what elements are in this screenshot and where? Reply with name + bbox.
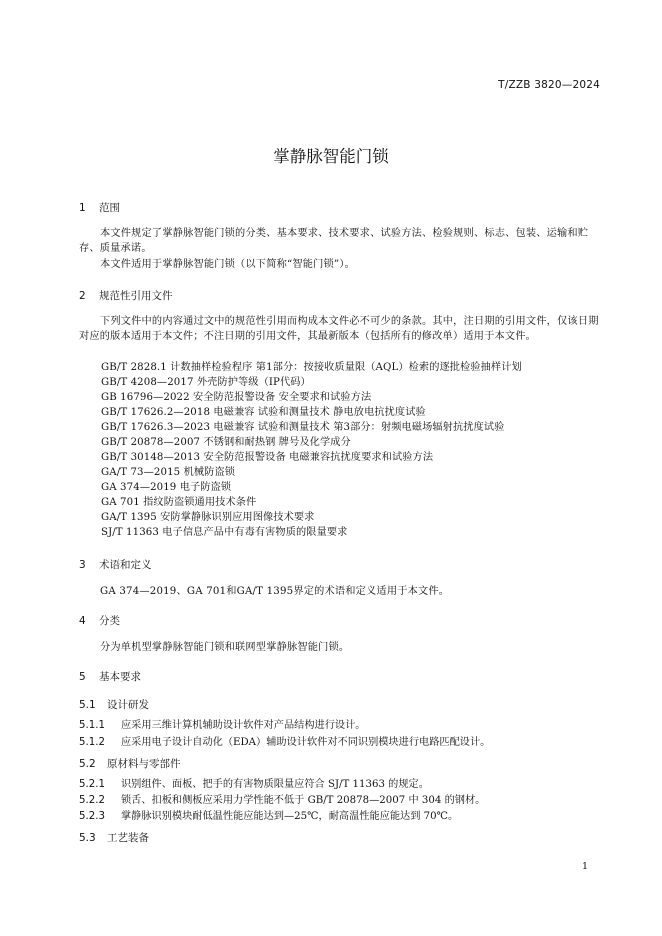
subsection-number: 5.1	[79, 699, 96, 711]
reference-item: GA 374—2019 电子防盗锁	[101, 482, 232, 493]
section-5-heading	[79, 669, 141, 684]
clause-5-2-1	[79, 777, 429, 792]
clause-text: 锁舌、扣板和侧板应采用力学性能不低于 GB/T 20878—2007 中 304 的钢材。	[121, 795, 486, 806]
section-number: 1	[79, 202, 86, 214]
scope-paragraph-2: 本文件适用于掌静脉智能门锁（以下简称“智能门锁”）。	[100, 259, 356, 270]
clause-text: 应采用三维计算机辅助设计软件对产品结构进行设计。	[121, 720, 366, 731]
clause-text: 识别组件、面板、把手的有害物质限量应符合 SJ/T 11363 的规定。	[121, 779, 429, 790]
normative-references-intro: 下列文件中的内容通过文中的规范性引用而构成本文件必不可少的条款。其中，注日期的引用文件，仅该日期对应的版本适用于本文件；不注日期的引用文件，其最新版本（包括所有的修改单）适用于本文件。	[79, 316, 599, 342]
terms-definitions-text: GA 374—2019、GA 701和GA/T 1395界定的术语和定义适用于本文件。	[100, 586, 450, 597]
subsection-number: 5.3	[79, 832, 96, 844]
section-title: 规范性引用文件	[99, 290, 173, 302]
page-number: 1	[581, 861, 588, 872]
reference-item: GB/T 17626.2—2018 电磁兼容 试验和测量技术 静电放电抗扰度试验	[101, 407, 426, 418]
document-title: 掌静脉智能门锁	[273, 147, 389, 166]
subsection-title: 工艺装备	[107, 832, 149, 844]
subsection-5-2-heading	[79, 756, 181, 771]
section-title: 分类	[99, 615, 120, 627]
standard-number: T/ZZB 3820—2024	[498, 79, 600, 91]
clause-5-1-2	[79, 735, 490, 750]
reference-item: GB/T 20878—2007 不锈钢和耐热钢 牌号及化学成分	[101, 437, 351, 448]
clause-number: 5.2.1	[79, 779, 105, 790]
clause-number: 5.1.1	[79, 720, 105, 731]
subsection-number: 5.2	[79, 758, 96, 770]
section-number: 4	[79, 615, 86, 627]
section-title: 术语和定义	[99, 559, 152, 571]
reference-item: GA/T 1395 安防掌静脉识别应用图像技术要求	[101, 512, 315, 523]
reference-item: GB/T 4208—2017 外壳防护等级（IP代码）	[101, 377, 311, 388]
reference-item: GB 16796—2022 安全防范报警设备 安全要求和试验方法	[101, 392, 372, 403]
clause-5-2-2	[79, 793, 485, 808]
reference-item: GA/T 73—2015 机械防盗锁	[101, 467, 236, 478]
classification-text: 分为单机型掌静脉智能门锁和联网型掌静脉智能门锁。	[100, 642, 350, 653]
clause-text: 应采用电子设计自动化（EDA）辅助设计软件对不同识别模块进行电路匹配设计。	[121, 737, 491, 748]
subsection-title: 原材料与零部件	[107, 758, 181, 770]
subsection-5-3-heading	[79, 830, 149, 845]
subsection-5-1-heading	[79, 697, 149, 712]
section-number: 2	[79, 290, 86, 302]
section-3-heading	[79, 557, 152, 572]
clause-5-2-3	[79, 809, 458, 824]
section-4-heading	[79, 613, 120, 628]
reference-item: GB/T 17626.3—2023 电磁兼容 试验和测量技术 第3部分：射频电磁场辐射抗扰度试验	[101, 422, 505, 433]
reference-item: GA 701 指纹防盗锁通用技术条件	[101, 497, 257, 508]
section-2-heading	[79, 288, 173, 303]
reference-item: GB/T 30148—2013 安全防范报警设备 电磁兼容抗扰度要求和试验方法	[101, 452, 434, 463]
section-1-heading	[79, 200, 120, 215]
clause-number: 5.2.2	[79, 795, 105, 806]
clause-text: 掌静脉识别模块耐低温性能应能达到—25℃，耐高温性能应能达到 70℃。	[121, 811, 459, 822]
section-number: 3	[79, 559, 86, 571]
clause-number: 5.1.2	[79, 737, 105, 748]
clause-5-1-1	[79, 718, 366, 733]
section-number: 5	[79, 671, 86, 683]
clause-number: 5.2.3	[79, 811, 105, 822]
subsection-title: 设计研发	[107, 699, 149, 711]
scope-paragraph-1: 本文件规定了掌静脉智能门锁的分类、基本要求、技术要求、试验方法、检验规则、标志、包装、运输和贮存、质量承诺。	[79, 228, 589, 254]
reference-item: GB/T 2828.1 计数抽样检验程序 第1部分：按接收质量限（AQL）检索的逐批检验抽样计划	[101, 362, 522, 373]
reference-item: SJ/T 11363 电子信息产品中有毒有害物质的限量要求	[101, 527, 348, 538]
section-title: 范围	[99, 202, 120, 214]
section-title: 基本要求	[99, 671, 141, 683]
